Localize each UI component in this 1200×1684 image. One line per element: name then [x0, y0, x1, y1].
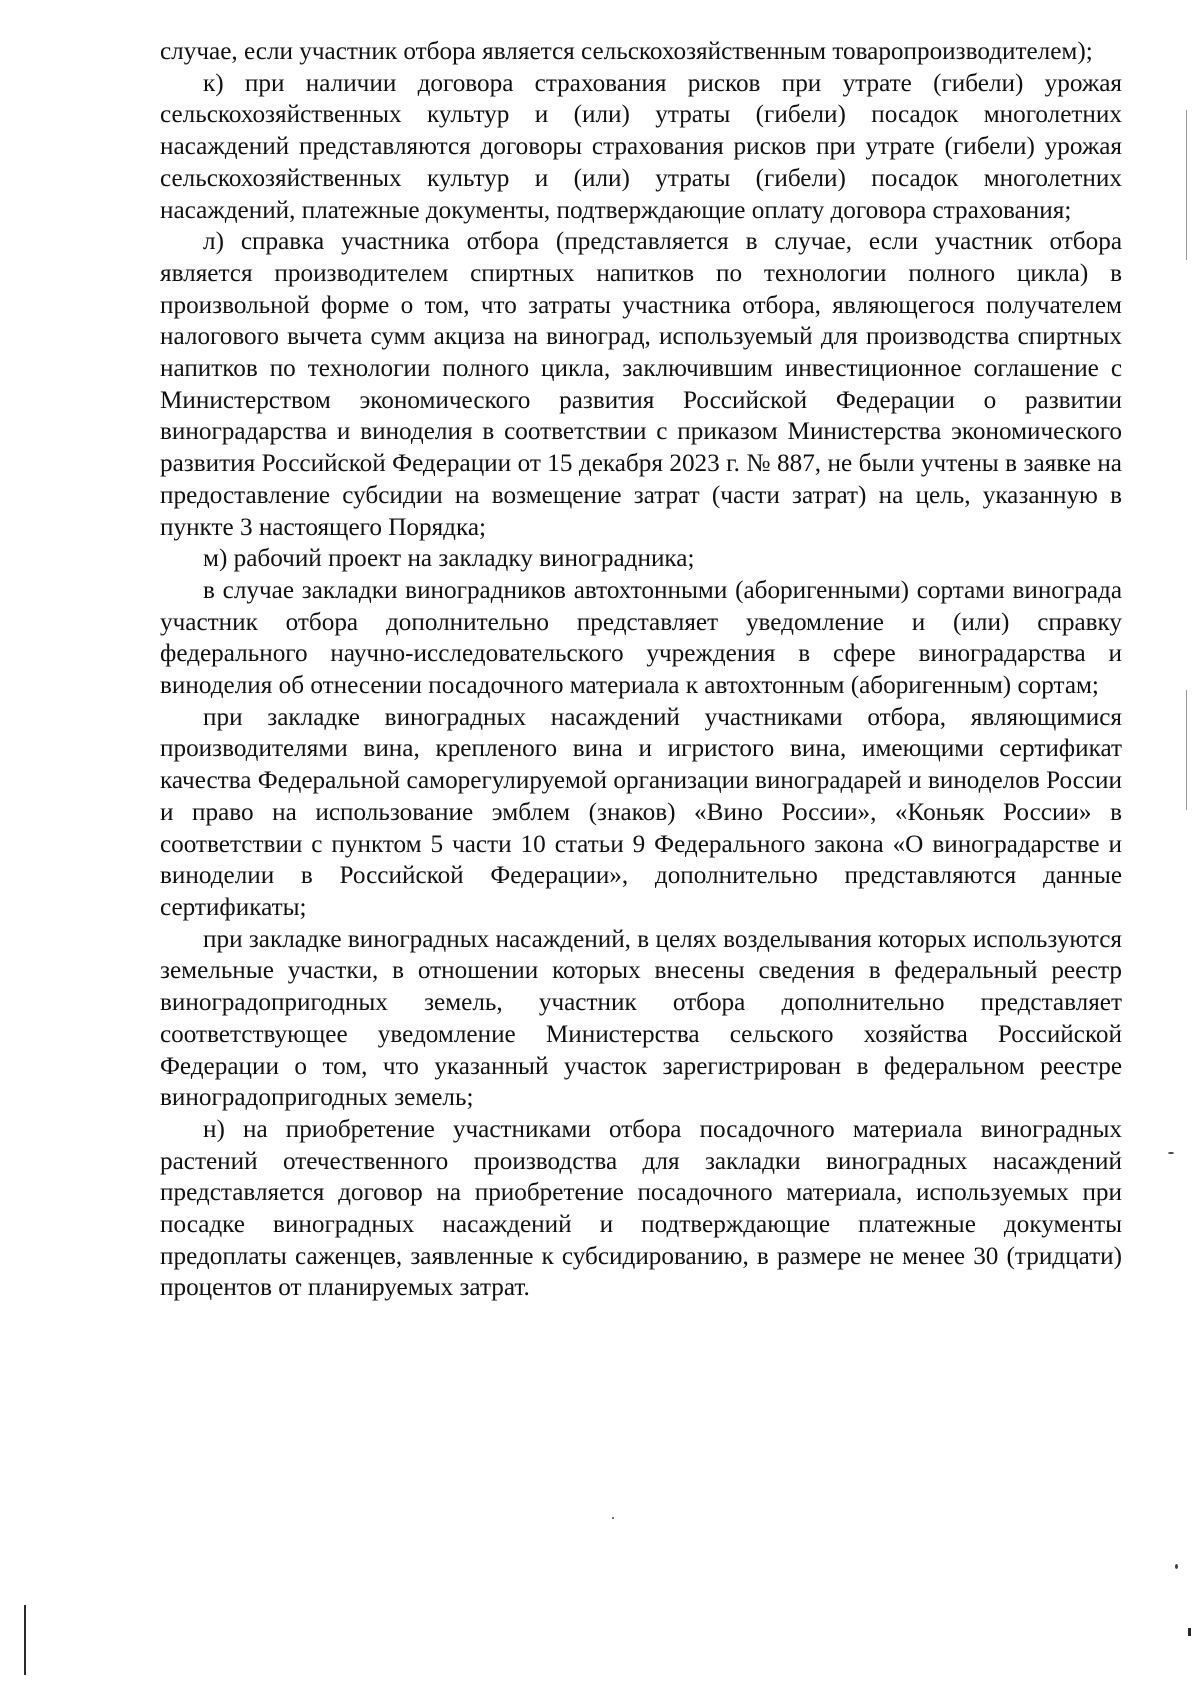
scan-speck: [612, 1517, 614, 1519]
paragraph-federal-registry: при закладке виноградных насаждений, в целях возделывания которых используются земельные участки, в отношении которых внесены сведения в федеральный реестр виноградопригодных земель, участник отбора дополнительно представляет соответствующее уведомление Министерства сельского хозяйства Российской Федерации о том, что указанный участок зарегистрирован в федеральном реестре виноградопригодных земель;: [160, 925, 1122, 1112]
scan-speck: [1168, 1152, 1174, 1154]
paragraph-wine-producers: при закладке виноградных насаждений участниками отбора, являющимися производителями вина, крепленого вина и игристого вина, имеющими сертификат качества Федеральной саморегулируемой организации виноградарей и виноделов России и право на использование эмблем (знаков) «Вино России», «Коньяк России» в соответствии с пунктом 5 части 10 статьи 9 Федерального закона «О виноградарстве и виноделии в Российской Федерации», дополнительно представляются данные сертификаты;: [160, 703, 1122, 921]
paragraph-continuation: случае, если участник отбора является сельскохозяйственным товаропроизводителем);: [160, 38, 1093, 65]
document-body: [160, 36, 1122, 1304]
paragraph-item-m: м) рабочий проект на закладку виноградника;: [203, 545, 695, 573]
scan-edge-mark: [1186, 110, 1187, 260]
scan-edge-mark: [1188, 1628, 1191, 1636]
scan-edge-mark: [24, 1605, 26, 1675]
scan-speck: [1175, 1564, 1178, 1569]
paragraph-autochthonous-varieties: в случае закладки виноградников автохтонными (аборигенными) сортами винограда участник отбора дополнительно представляет уведомление и (или) справку федерального научно-исследовательского учреждения в сфере виноградарства и виноделия об отнесении посадочного материала к автохтонным (аборигенным) сортам;: [160, 576, 1122, 700]
paragraph-item-n: н) на приобретение участниками отбора посадочного материала виноградных растений отечественного производства для закладки виноградных насаждений представляется договор на приобретение посадочного материала, используемых при посадке виноградных насаждений и подтверждающие платежные документы предоплаты саженцев, заявленные к субсидированию, в размере не менее 30 (тридцати) процентов от планируемых затрат.: [160, 1115, 1122, 1302]
paragraph-item-l: л) справка участника отбора (представляется в случае, если участник отбора является производителем спиртных напитков по технологии полного цикла) в произвольной форме о том, что затраты участника отбора, являющегося получателем налогового вычета сумм акциза на виноград, используемый для производства спиртных напитков по технологии полного цикла, заключившим инвестиционное соглашение с Министерством экономического развития Российской Федерации о развитии виноградарства и виноделия в соответствии с приказом Министерства экономического развития Российской Федерации от 15 декабря 2023 г. № 887, не были учтены в заявке на предоставление субсидии на возмещение затрат (части затрат) на цель, указанную в пункте 3 настоящего Порядка;: [160, 228, 1122, 541]
paragraph-item-k: к) при наличии договора страхования рисков при утрате (гибели) урожая сельскохозяйственных культур и (или) утраты (гибели) посадок многолетних насаждений представляются договоры страхования рисков при утрате (гибели) урожая сельскохозяйственных культур и (или) утраты (гибели) посадок многолетних насаждений, платежные документы, подтверждающие оплату договора страхования;: [160, 69, 1122, 224]
scan-edge-mark: [1186, 690, 1187, 810]
